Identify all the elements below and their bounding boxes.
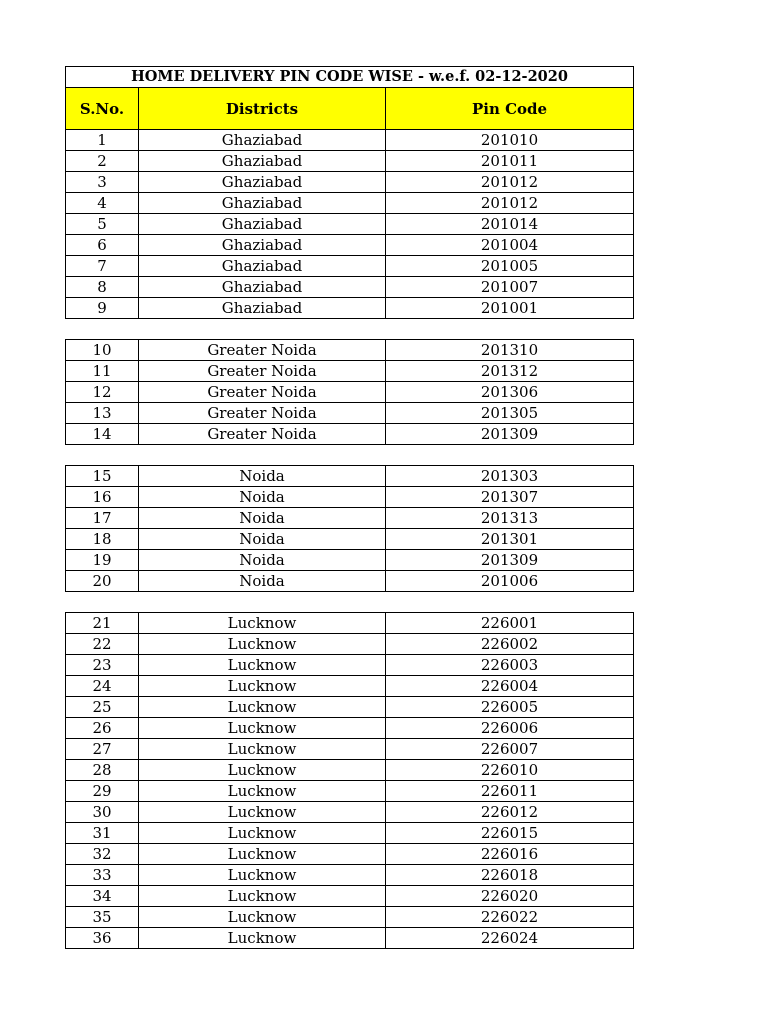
cell-pin-code: 226024 [386,928,634,949]
cell-pin-code: 226010 [386,760,634,781]
cell-pin-code: 201011 [386,151,634,172]
cell-pin-code: 226012 [386,802,634,823]
cell-pin-code: 201005 [386,256,634,277]
cell-district: Ghaziabad [139,235,386,256]
table-body [66,340,634,445]
cell-pin-code: 226004 [386,676,634,697]
cell-sno: 21 [66,613,139,634]
cell-sno: 1 [66,130,139,151]
cell-sno: 18 [66,529,139,550]
table-row [66,508,634,529]
pin-code-table-greater-noida [65,339,634,445]
table-row [66,466,634,487]
cell-district: Lucknow [139,634,386,655]
cell-pin-code: 201310 [386,340,634,361]
table-row [66,382,634,403]
header-pin-code: Pin Code [386,88,634,130]
table-row [66,193,634,214]
table-row [66,256,634,277]
cell-sno: 24 [66,676,139,697]
cell-district: Ghaziabad [139,130,386,151]
cell-district: Lucknow [139,781,386,802]
cell-sno: 30 [66,802,139,823]
header-districts: Districts [139,88,386,130]
table-row [66,550,634,571]
cell-district: Noida [139,529,386,550]
cell-district: Ghaziabad [139,256,386,277]
cell-district: Ghaziabad [139,214,386,235]
cell-sno: 17 [66,508,139,529]
table-row [66,613,634,634]
table-header-row [66,88,634,130]
pin-code-table-lucknow [65,612,634,949]
cell-pin-code: 201307 [386,487,634,508]
cell-district: Noida [139,466,386,487]
cell-sno: 5 [66,214,139,235]
cell-sno: 22 [66,634,139,655]
cell-sno: 35 [66,907,139,928]
cell-sno: 23 [66,655,139,676]
cell-pin-code: 226003 [386,655,634,676]
cell-sno: 13 [66,403,139,424]
cell-sno: 29 [66,781,139,802]
cell-district: Lucknow [139,676,386,697]
cell-pin-code: 201306 [386,382,634,403]
header-sno: S.No. [66,88,139,130]
cell-district: Lucknow [139,844,386,865]
cell-sno: 32 [66,844,139,865]
table-row [66,655,634,676]
cell-sno: 3 [66,172,139,193]
table-row [66,340,634,361]
table-row [66,739,634,760]
cell-pin-code: 201014 [386,214,634,235]
cell-district: Lucknow [139,655,386,676]
cell-sno: 8 [66,277,139,298]
table-row [66,235,634,256]
cell-district: Lucknow [139,802,386,823]
cell-pin-code: 201010 [386,130,634,151]
table-row [66,130,634,151]
table-title: HOME DELIVERY PIN CODE WISE - w.e.f. 02-12-2020 [66,67,634,88]
table-row [66,844,634,865]
table-title-row [66,67,634,88]
cell-pin-code: 201313 [386,508,634,529]
table-row [66,760,634,781]
table-row [66,928,634,949]
cell-district: Ghaziabad [139,172,386,193]
cell-pin-code: 226006 [386,718,634,739]
table-row [66,907,634,928]
cell-pin-code: 201004 [386,235,634,256]
cell-district: Lucknow [139,760,386,781]
table-row [66,886,634,907]
cell-sno: 19 [66,550,139,571]
cell-sno: 26 [66,718,139,739]
cell-pin-code: 226002 [386,634,634,655]
cell-district: Noida [139,508,386,529]
table-row [66,214,634,235]
table-row [66,298,634,319]
cell-district: Greater Noida [139,424,386,445]
cell-district: Greater Noida [139,382,386,403]
table-body [66,466,634,592]
table-row [66,487,634,508]
cell-district: Lucknow [139,823,386,844]
cell-sno: 33 [66,865,139,886]
cell-district: Ghaziabad [139,193,386,214]
cell-pin-code: 226020 [386,886,634,907]
cell-pin-code: 201007 [386,277,634,298]
cell-district: Noida [139,550,386,571]
cell-district: Ghaziabad [139,298,386,319]
cell-district: Greater Noida [139,340,386,361]
cell-pin-code: 201012 [386,172,634,193]
cell-pin-code: 201012 [386,193,634,214]
cell-district: Lucknow [139,739,386,760]
table-row [66,697,634,718]
cell-district: Lucknow [139,718,386,739]
cell-sno: 14 [66,424,139,445]
cell-sno: 28 [66,760,139,781]
table-row [66,823,634,844]
cell-sno: 31 [66,823,139,844]
table-row [66,529,634,550]
cell-district: Ghaziabad [139,151,386,172]
cell-pin-code: 201001 [386,298,634,319]
cell-district: Noida [139,571,386,592]
cell-district: Lucknow [139,613,386,634]
cell-sno: 6 [66,235,139,256]
cell-sno: 4 [66,193,139,214]
cell-sno: 20 [66,571,139,592]
cell-pin-code: 226022 [386,907,634,928]
cell-pin-code: 226011 [386,781,634,802]
cell-sno: 36 [66,928,139,949]
cell-sno: 16 [66,487,139,508]
cell-pin-code: 226018 [386,865,634,886]
table-row [66,424,634,445]
cell-sno: 15 [66,466,139,487]
cell-pin-code: 201303 [386,466,634,487]
cell-pin-code: 226001 [386,613,634,634]
table-row [66,718,634,739]
table-row [66,403,634,424]
cell-sno: 27 [66,739,139,760]
cell-district: Greater Noida [139,403,386,424]
cell-pin-code: 201305 [386,403,634,424]
table-row [66,172,634,193]
table-row [66,676,634,697]
table-row [66,865,634,886]
cell-sno: 7 [66,256,139,277]
cell-district: Ghaziabad [139,277,386,298]
cell-pin-code: 201312 [386,361,634,382]
cell-district: Lucknow [139,865,386,886]
table-row [66,781,634,802]
table-row [66,361,634,382]
table-row [66,277,634,298]
cell-sno: 34 [66,886,139,907]
cell-pin-code: 226015 [386,823,634,844]
table-body [66,613,634,949]
cell-sno: 12 [66,382,139,403]
cell-sno: 10 [66,340,139,361]
cell-pin-code: 226007 [386,739,634,760]
cell-pin-code: 201309 [386,424,634,445]
pin-code-table-noida [65,465,634,592]
table-row [66,151,634,172]
cell-sno: 9 [66,298,139,319]
pin-code-table-ghaziabad [65,66,634,319]
cell-district: Lucknow [139,886,386,907]
cell-district: Lucknow [139,907,386,928]
cell-district: Lucknow [139,928,386,949]
table-row [66,802,634,823]
table-body [66,130,634,319]
cell-district: Lucknow [139,697,386,718]
cell-sno: 11 [66,361,139,382]
cell-district: Noida [139,487,386,508]
cell-pin-code: 201309 [386,550,634,571]
table-row [66,571,634,592]
cell-district: Greater Noida [139,361,386,382]
table-row [66,634,634,655]
cell-sno: 2 [66,151,139,172]
cell-pin-code: 201301 [386,529,634,550]
cell-pin-code: 226005 [386,697,634,718]
cell-sno: 25 [66,697,139,718]
cell-pin-code: 201006 [386,571,634,592]
cell-pin-code: 226016 [386,844,634,865]
